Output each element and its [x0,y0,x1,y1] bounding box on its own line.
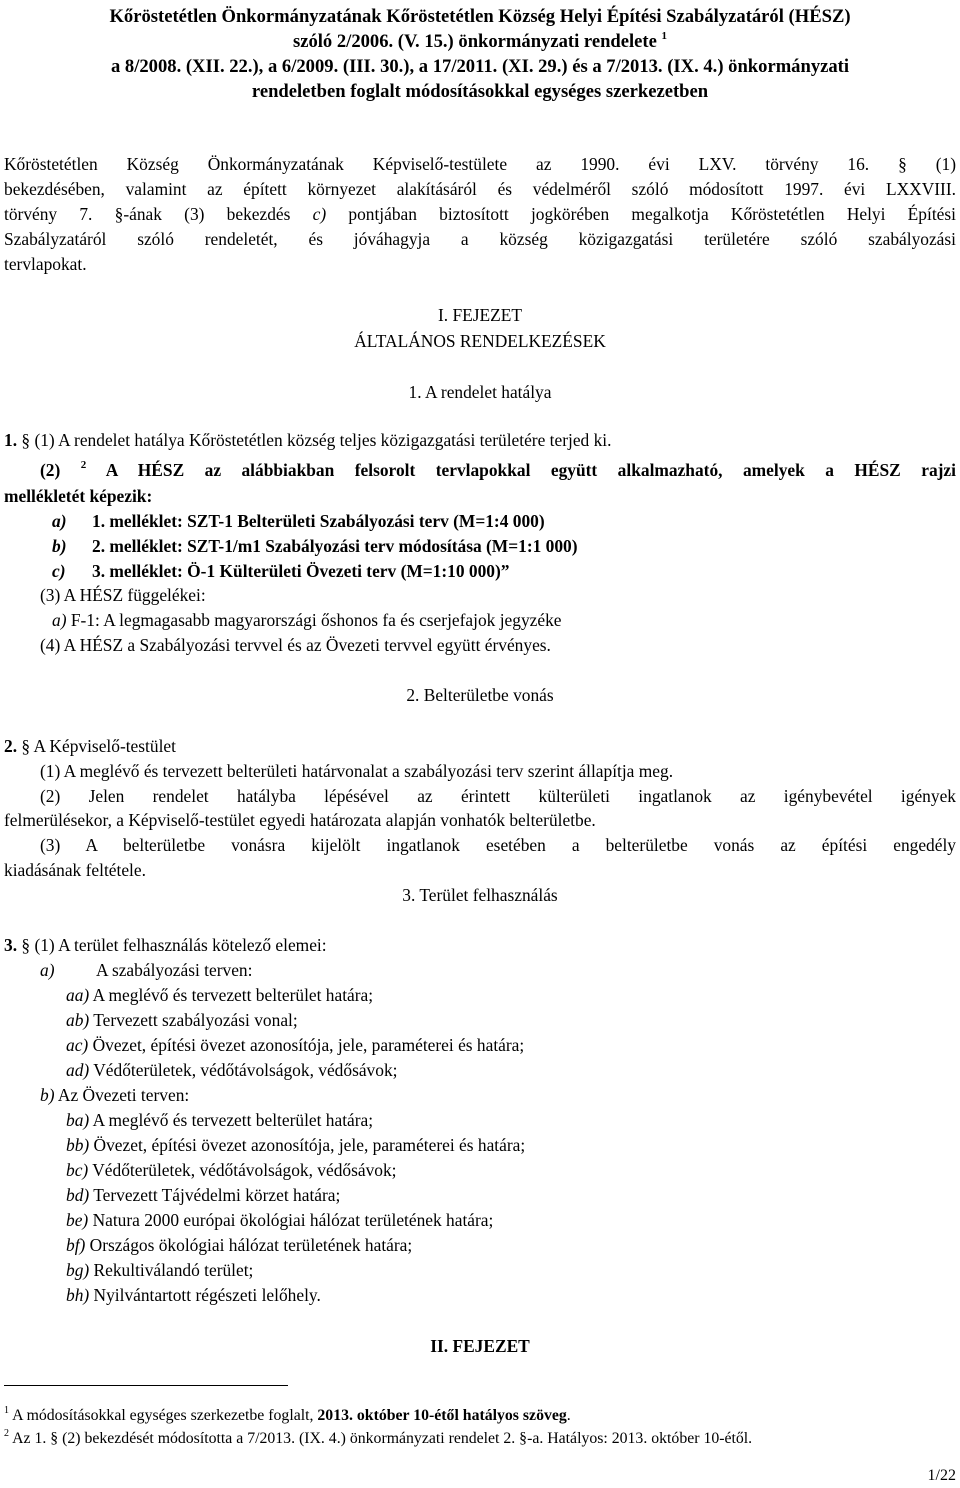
section-1-heading: 1. A rendelet hatálya [408,382,552,402]
title-line-4: rendeletben foglalt módosításokkal egységes szerkezetben [251,81,709,102]
sec1-paragraph-2: (2) $^2$ A HÉSZ az alábbiakban felsorolt tervlapokkal együtt alkalmazható, amelyek a HÉSZ rajzi [40,459,956,480]
section-3-heading: 3. Terület felhasználás [402,885,558,905]
sec2-paragraph-2: (2) Jelen rendelet hatályba lépésével az érintett külterületi ingatlanok az igénybevétel igények [40,786,956,806]
sec3-item-bc: bc) Védőterületek, védőtávolságok, védősávok; [66,1160,397,1180]
preamble-line: Kőröstetétlen Község Önkormányzatának Képviselő-testülete az 1990. évi LXV. törvény 16. § (1) [4,154,956,174]
sec1-paragraph-1: 1. § (1) A rendelet hatálya Kőröstetétlen község teljes közigazgatási területére terjed ki. [4,430,612,450]
footnote-2: $^2$ Az 1. § (2) bekezdését módosította a 7/2013. (IX. 4.) önkormányzati rendelet 2. §-a. Hatályos: 2013. október 10-étől. [4,1427,753,1447]
sec1-paragraph-3: (3) A HÉSZ függelékei: [40,585,206,605]
sec2-paragraph-1: (1) A meglévő és tervezett belterületi határvonalat a szabályozási terv szerint állapítja meg. [40,761,674,781]
sec3-item-bh: bh) Nyilvántartott régészeti lelőhely. [66,1285,321,1305]
preamble-line: tervlapokat. [4,254,87,274]
sec3-item-a: a) A szabályozási terven: [40,960,253,980]
sec1-paragraph-3a: a) F-1: A legmagasabb magyarországi őshonos fa és cserjefajok jegyzéke [52,610,562,630]
sec3-item-bf: bf) Országos ökológiai hálózat területének határa; [66,1235,413,1255]
chapter-1-number: I. FEJEZET [437,305,523,325]
sec3-item-ab: ab) Tervezett szabályozási vonal; [66,1010,298,1030]
sec3-item-bb: bb) Övezet, építési övezet azonosítója, jele, paraméterei és határa; [66,1135,526,1155]
chapter-2-number: II. FEJEZET [430,1336,530,1356]
document-title [0,4,960,104]
preamble-line: bekezdésében, valamint az épített környezet alakításáról és védelméről szóló módosított 1997. évi LXXVIII. [4,179,956,199]
sec3-item-ad: ad) Védőterületek, védőtávolságok, védősávok; [66,1060,398,1080]
title-line-1: Kőröstetétlen Önkormányzatának Kőröstetétlen Község Helyi Építési Szabályzatáról (HÉSZ) [109,6,851,27]
sec3-item-aa: aa) A meglévő és tervezett belterület határa; [66,985,374,1005]
sec3-item-b: b) Az Övezeti terven: [40,1085,190,1105]
sec2-paragraph-2-cont: felmerülésekor, a Képviselő-testület egyedi határozata alapján vonhatók belterületbe. [4,810,596,830]
preamble-paragraph [4,152,956,277]
sec1-item-c: c) 3. melléklet: Ö-1 Külterületi Övezeti terv (M=1:10 000)” [52,561,510,581]
sec3-paragraph-1: 3. § (1) A terület felhasználás kötelező elemei: [4,935,327,955]
section-2-heading: 2. Belterületbe vonás [406,685,554,705]
chapter-1-title: ÁLTALÁNOS RENDELKEZÉSEK [354,331,606,351]
sec3-item-bg: bg) Rekultiválandó terület; [66,1260,254,1280]
footnote-ref-2[interactable]: 2 [80,459,87,472]
sec2-paragraph-3-cont: kiadásának feltétele. [4,860,146,880]
sec3-item-be: be) Natura 2000 európai ökológiai hálózat területének határa; [66,1210,494,1230]
title-line-2: szóló 2/2006. (V. 15.) önkormányzati rendelete $^1$ [292,29,668,52]
page-number: 1/22 [927,1467,956,1484]
sec3-item-ba: ba) A meglévő és tervezett belterület határa; [66,1110,374,1130]
footnote-separator [4,1385,288,1386]
sec2-paragraph-0: 2. § A Képviselő-testület [4,736,176,756]
footnote-1: $^1$ A módosításokkal egységes szerkezetbe foglalt, 2013. október 10-étől hatályos szöveg. [4,1404,571,1424]
sec1-paragraph-2-cont: mellékletét képezik: [4,486,153,506]
sec1-item-b: b) 2. melléklet: SZT-1/m1 Szabályozási terv módosítása (M=1:1 000) [52,536,578,556]
sec3-item-bd: bd) Tervezett Tájvédelmi körzet határa; [66,1185,341,1205]
preamble-line: Szabályzatáról szóló rendeletét, és jóváhagyja a község közigazgatási területére szóló szabályozási [4,229,956,249]
footnote-ref-1[interactable]: 1 [661,29,668,42]
title-line-3: a 8/2008. (XII. 22.), a 6/2009. (III. 30.), a 17/2011. (XI. 29.) és a 7/2013. (IX. 4.) önkormányzati [110,56,850,77]
sec1-item-a: a) 1. melléklet: SZT-1 Belterületi Szabályozási terv (M=1:4 000) [52,511,545,531]
sec3-item-ac: ac) Övezet, építési övezet azonosítója, jele, paraméterei és határa; [66,1035,525,1055]
sec1-paragraph-4: (4) A HÉSZ a Szabályozási tervvel és az Övezeti tervvel együtt érvényes. [40,635,551,655]
sec2-paragraph-3: (3) A belterületbe vonásra kijelölt ingatlanok esetében a belterületbe vonás az építési engedély [40,835,956,855]
preamble-line: törvény 7. §-ának (3) bekezdés c) pontjában biztosított jogkörében megalkotja Kőröstetétlen Helyi Építési [4,204,956,224]
